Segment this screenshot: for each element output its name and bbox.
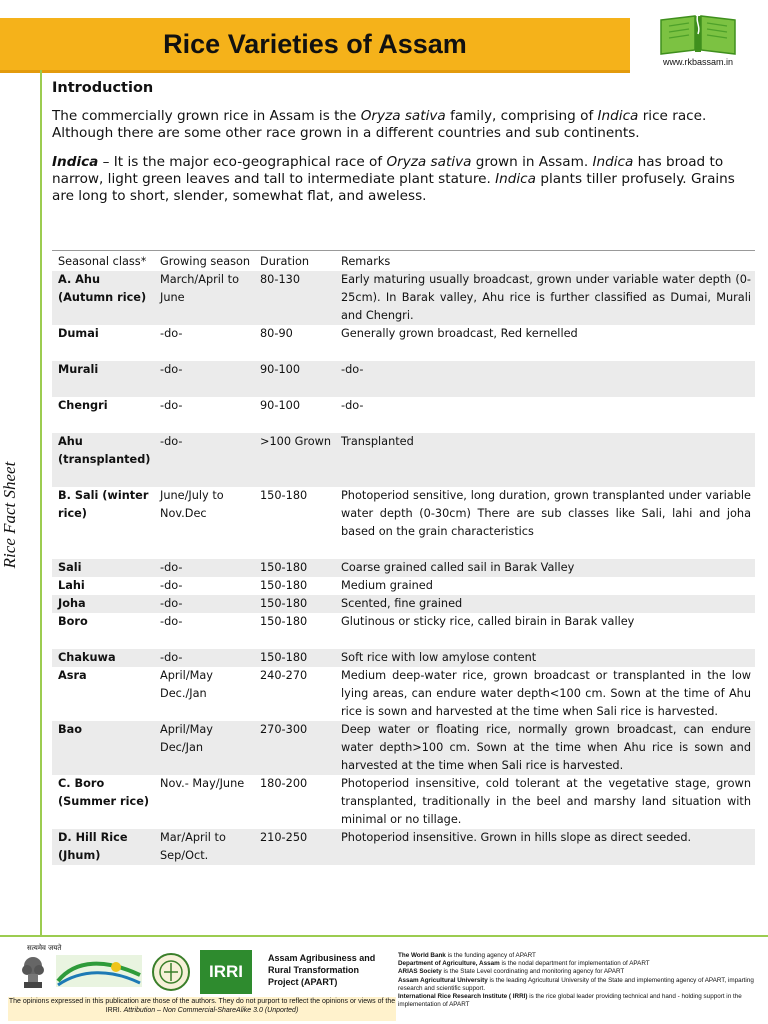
season-cell: June/July to Nov.Dec [160, 489, 224, 520]
header-growing-season: Growing season [156, 251, 256, 272]
class-cell: Asra [58, 669, 87, 682]
arias-society-logo-icon [56, 955, 142, 987]
disclaimer-text: The opinions expressed in this publication are those of the authors. They do not purport to reflect the opinions or views of the IRRI. [8, 998, 396, 1014]
season-cell: -do- [156, 361, 256, 397]
class-cell: D. Hill Rice (Jhum) [52, 829, 156, 865]
table-row [52, 361, 755, 397]
table-row [52, 829, 755, 865]
duration-cell: 270-300 [256, 721, 337, 775]
season-cell: -do- [160, 399, 183, 412]
intro-italic: Indica [597, 108, 639, 124]
season-cell: -do- [156, 649, 256, 667]
remarks-cell: -do- [337, 361, 755, 397]
class-cell: Dumai [58, 327, 99, 340]
class-cell: Chakuwa [52, 649, 156, 667]
side-divider [40, 70, 42, 935]
irri-logo-text: IRRI [209, 962, 243, 981]
remarks-cell: Glutinous or sticky rice, called birain in Barak valley [341, 615, 635, 628]
intro-text: has broad to narrow, light green leaves and tall to intermediate plant stature. [52, 154, 724, 187]
duration-cell: 90-100 [260, 399, 301, 412]
agency-name: ARIAS Society [398, 968, 442, 976]
duration-cell: 150-180 [260, 489, 308, 502]
duration-cell: 210-250 [256, 829, 337, 865]
website-url: www.rkbassam.in [662, 57, 734, 67]
table-row [52, 595, 755, 613]
intro-paragraph-2 [52, 154, 752, 205]
table-row [52, 613, 755, 649]
intro-text: rice race. Although there are some other race grown in a different countries and sub continents. [52, 108, 707, 141]
irri-logo [200, 950, 252, 994]
agency-role: is the leading Agricultural University of the State and implementing agency of APART, imparting research and scientific support. [398, 976, 754, 992]
class-cell: Boro [58, 615, 88, 628]
header-remarks: Remarks [337, 251, 755, 272]
agency-item [398, 960, 756, 968]
table-row [52, 667, 755, 721]
class-cell: B. Sali (winter rice) [58, 489, 149, 520]
intro-text: family, comprising of [445, 108, 598, 124]
table-row [52, 397, 755, 433]
season-cell: Mar/April to Sep/Oct. [156, 829, 256, 865]
agency-role: is the rice global leader providing technical and hand - holding support in the implementation of APART [398, 993, 742, 1009]
side-label: Rice Fact Sheet [0, 461, 19, 569]
agency-name: Assam Agricultural University [398, 976, 488, 984]
season-cell: -do- [156, 433, 256, 487]
season-cell: Nov.- May/June [160, 777, 245, 790]
season-cell: -do- [160, 615, 183, 628]
remarks-cell: Photoperiod insensitive. Grown in hills slope as direct seeded. [337, 829, 755, 865]
header-duration: Duration [256, 251, 337, 272]
intro-text: plants tiller profusely. Grains are long to short, slender, somewhat flat, and aweless. [52, 171, 735, 204]
remarks-cell: Deep water or floating rice, normally grown broadcast, can endure water depth>100 cm. Sown at the time when Ahu rice is sown and harvested at the time when Sali rice is harvested. [337, 721, 755, 775]
duration-cell: >100 Grown [256, 433, 337, 487]
intro-italic: Indica [592, 154, 634, 170]
remarks-cell: Generally grown broadcast, Red kernelled [341, 327, 578, 340]
duration-cell: 80-90 [260, 327, 293, 340]
duration-cell: 150-180 [256, 649, 337, 667]
duration-cell: 90-100 [256, 361, 337, 397]
remarks-cell: Scented, fine grained [337, 595, 755, 613]
season-cell: -do- [160, 327, 183, 340]
table-row [52, 775, 755, 829]
agency-item [398, 993, 756, 1009]
duration-cell: 180-200 [260, 777, 308, 790]
agency-item [398, 977, 756, 993]
table-row [52, 721, 755, 775]
agency-item [398, 968, 756, 976]
table-row [52, 271, 755, 325]
season-cell: April/May Dec/Jan [156, 721, 256, 775]
remarks-cell: Photoperiod insensitive, cold tolerant at the vegetative stage, grown transplanted, traditionally in the beel and marshy land situation with minimal or no tillage. [341, 777, 751, 826]
agency-role: is the nodal department for implementation of APART [499, 960, 650, 968]
intro-italic: Oryza sativa [386, 154, 472, 170]
intro-italic: Oryza sativa [360, 108, 446, 124]
duration-cell: 80-130 [256, 271, 337, 325]
table-row [52, 577, 755, 595]
intro-italic-bold: Indica [52, 154, 99, 170]
intro-paragraph-1 [52, 108, 752, 142]
class-cell: Ahu (transplanted) [52, 433, 156, 487]
table-row [52, 433, 755, 487]
apart-project-name: Assam Agribusiness and Rural Transformation Project (APART) [268, 953, 376, 987]
season-cell: April/May Dec./Jan [160, 669, 213, 700]
disclaimer [8, 997, 396, 1021]
intro-text: grown in Assam. [471, 154, 593, 170]
duration-cell: 150-180 [260, 615, 308, 628]
duration-cell: 150-180 [256, 595, 337, 613]
season-cell: -do- [156, 595, 256, 613]
agency-item [398, 952, 756, 960]
class-cell: Chengri [58, 399, 108, 412]
class-cell: Bao [52, 721, 156, 775]
class-cell: A. Ahu (Autumn rice) [52, 271, 156, 325]
agency-name: International Rice Research Institute ( IRRI) [398, 993, 528, 1001]
remarks-cell: Photoperiod sensitive, long duration, grown transplanted under variable water depth (0-30cm) There are sub classes like Sali, lahi and joha based on the grain characteristics [341, 489, 751, 538]
agency-role: is the State Level coordinating and monitoring agency for APART [441, 968, 625, 976]
duration-cell: 150-180 [256, 559, 337, 577]
page-title: Rice Varieties of Assam [163, 28, 467, 59]
class-cell: Lahi [58, 579, 85, 592]
season-cell: -do- [156, 559, 256, 577]
rice-varieties-table [52, 250, 755, 865]
remarks-cell: Early maturing usually broadcast, grown under variable water depth (0-25cm). In Barak valley, Ahu rice is further classified as Dumai, Murali and Chengri. [337, 271, 755, 325]
agency-list [398, 952, 756, 1009]
intro-heading: Introduction [52, 80, 154, 96]
remarks-cell: Medium deep-water rice, grown broadcast or transplanted in the low lying areas, can endure water depth<100 cm. Sown at the time of Ahu rice is sown and harvested at the time when Sali rice is harvested. [341, 669, 751, 718]
class-cell: C. Boro (Summer rice) [58, 777, 150, 808]
footer-divider [0, 935, 768, 937]
remarks-cell: -do- [341, 399, 364, 412]
season-cell: March/April to June [156, 271, 256, 325]
class-cell: Murali [52, 361, 156, 397]
book-logo-icon [655, 12, 741, 56]
emblem-caption: सत्यमेव जयते [27, 944, 62, 952]
intro-text: The commercially grown rice in Assam is the [52, 108, 361, 124]
agency-name: The World Bank [398, 952, 446, 959]
national-emblem-icon [18, 952, 48, 990]
class-cell: Sali [52, 559, 156, 577]
table-row [52, 487, 755, 559]
class-cell: Joha [52, 595, 156, 613]
table-row [52, 649, 755, 667]
aau-seal-icon [148, 952, 194, 992]
license-text: Attribution – Non Commercial-ShareAlike 3.0 (Unported) [123, 1007, 299, 1014]
remarks-cell: Transplanted [337, 433, 755, 487]
remarks-cell: Coarse grained called sail in Barak Valley [337, 559, 755, 577]
agency-name: Department of Agriculture, Assam [398, 960, 500, 968]
agency-role: is the funding agency of APART [445, 952, 536, 959]
duration-cell: 240-270 [260, 669, 308, 682]
intro-text: – It is the major eco-geographical race of [98, 154, 387, 170]
season-cell: -do- [160, 579, 183, 592]
table-row [52, 325, 755, 361]
table-row [52, 559, 755, 577]
introduction-section [52, 80, 752, 217]
duration-cell: 150-180 [260, 579, 308, 592]
remarks-cell: Soft rice with low amylose content [337, 649, 755, 667]
intro-italic: Indica [495, 171, 536, 187]
table-header-row [52, 251, 755, 272]
header-seasonal-class: Seasonal class* [52, 251, 156, 272]
remarks-cell: Medium grained [341, 579, 433, 592]
